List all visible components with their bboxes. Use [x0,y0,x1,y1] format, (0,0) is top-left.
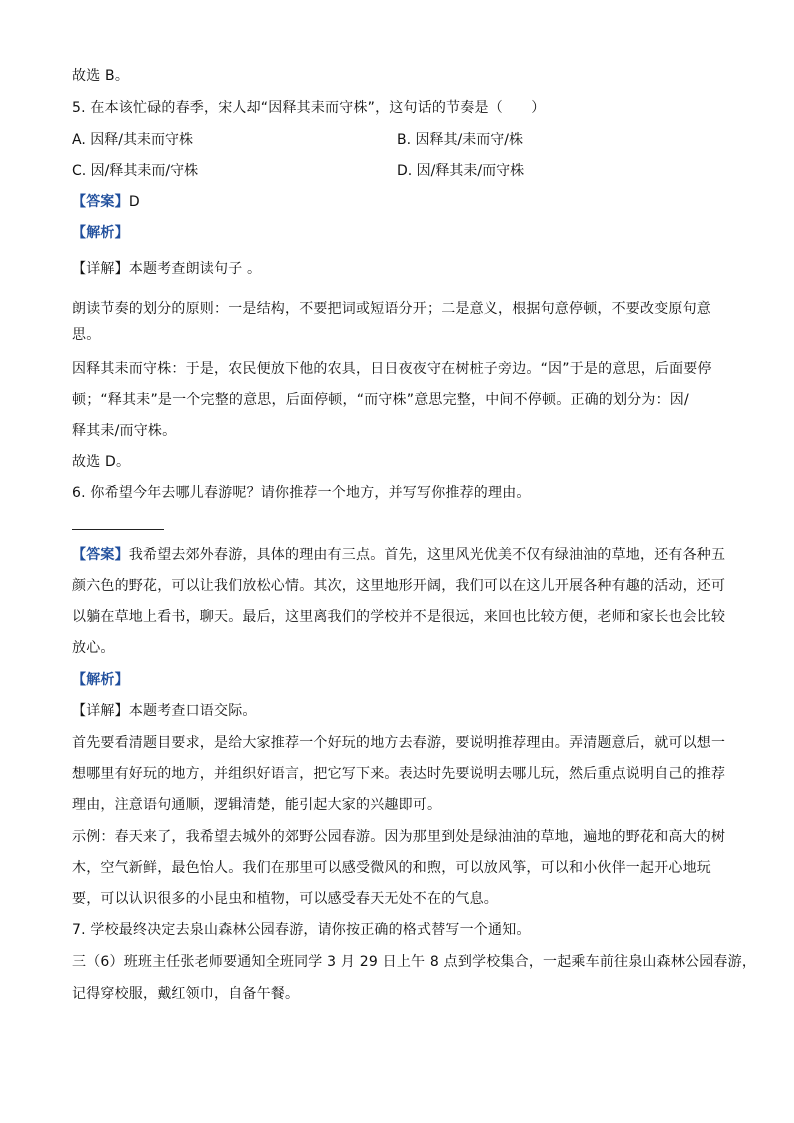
q6-answer-line2: 颜六色的野花，可以让我们放松心情。其次，这里地形开阔，我们可以在这儿开展各种有趣的活动，还可 [72,578,726,594]
q5-detail-text: 本题考查朗读句子 。 [128,261,262,277]
q5-para2-line3: 释其耒/而守株。 [72,423,177,439]
q5-conclusion: 故选 D。 [72,454,131,470]
q6-answer-line3: 以躺在草地上看书，聊天。最后，这里离我们的学校并不是很远，来回也比较方便，老师和家长也会比较 [72,609,726,625]
q5-para2-line2: 顿；“释其耒”是一个完整的意思，后面停顿，“而守株”意思完整，中间不停顿。正确的划分为：因/ [72,392,689,408]
q5-analysis-tag [72,223,732,243]
q6-answer-line1 [72,545,732,565]
q6-analysis-tag [72,670,732,690]
q4-conclusion: 故选 B。 [72,68,130,84]
q6-para2-line1: 示例：春天来了，我希望去城外的郊野公园春游。因为那里到处是绿油油的草地，遍地的野花和高大的树 [72,829,726,845]
answer-tag: 【答案】 [72,194,129,210]
q6-answer-line4: 放心。 [72,640,115,656]
analysis-tag: 【解析】 [72,672,129,688]
q7-text-line2: 记得穿校服，戴红领巾，自备午餐。 [72,986,300,1002]
q7-stem: 7. 学校最终决定去泉山森林公园春游，请你按正确的格式替写一个通知。 [72,922,531,938]
q6-para2-line3: 要，可以认识很多的小昆虫和植物，可以感受春天无处不在的气息。 [72,891,498,907]
q6-para1-line2: 想哪里有好玩的地方，并组织好语言，把它写下来。表达时先要说明去哪儿玩，然后重点说明自己的推荐 [72,766,726,782]
q5-answer-line [72,192,732,212]
q5-option-c: C. 因/释其耒而/守株 [72,163,199,179]
q5-option-b: B. 因释其/耒而守/株 [397,132,523,148]
q5-para1-line1: 朗读节奏的划分的原则：一是结构，不要把词或短语分开；二是意义，根据句意停顿，不要改变原句意 [72,301,711,317]
q6-stem: 6. 你希望今年去哪儿春游呢？请你推荐一个地方，并写写你推荐的理由。 [72,485,531,501]
q5-detail-line [72,259,732,279]
q6-detail-line [72,701,732,721]
q5-stem: 5. 在本该忙碌的春季，宋人却“因释其耒而守株”，这句话的节奏是（ ） [72,100,546,116]
q5-option-d: D. 因/释其耒/而守株 [397,163,525,179]
q5-para1-line2: 思。 [72,327,101,343]
answer-blank-line [72,529,164,530]
detail-tag: 【详解】 [72,261,129,277]
q5-para2-line1: 因释其耒而守株：于是，农民便放下他的农具，日日夜夜守在树桩子旁边。“因”于是的意思，后面要停 [72,361,712,377]
q6-answer-text: 我希望去郊外春游，具体的理由有三点。首先，这里风光优美不仅有绿油油的草地，还有各种五 [128,547,726,563]
q7-text-line1: 三（6）班班主任张老师要通知全班同学 3 月 29 日上午 8 点到学校集合，一起乘车前往泉山森林公园春游， [72,954,757,970]
q6-para1-line1: 首先要看清题目要求，是给大家推荐一个好玩的地方去春游，要说明推荐理由。弄清题意后，就可以想一 [72,735,726,751]
q5-answer: D [128,194,140,210]
q6-detail-text: 本题考查口语交际。 [128,703,257,719]
q5-option-a: A. 因释/其耒而守株 [72,132,193,148]
analysis-tag: 【解析】 [72,225,129,241]
answer-tag: 【答案】 [72,547,129,563]
q6-para1-line3: 理由，注意语句通顺，逻辑清楚，能引起大家的兴趣即可。 [72,797,442,813]
q6-para2-line2: 木，空气新鲜，最色怡人。我们在那里可以感受微风的和煦，可以放风筝，可以和小伙伴一起开心地玩 [72,860,711,876]
detail-tag: 【详解】 [72,703,129,719]
